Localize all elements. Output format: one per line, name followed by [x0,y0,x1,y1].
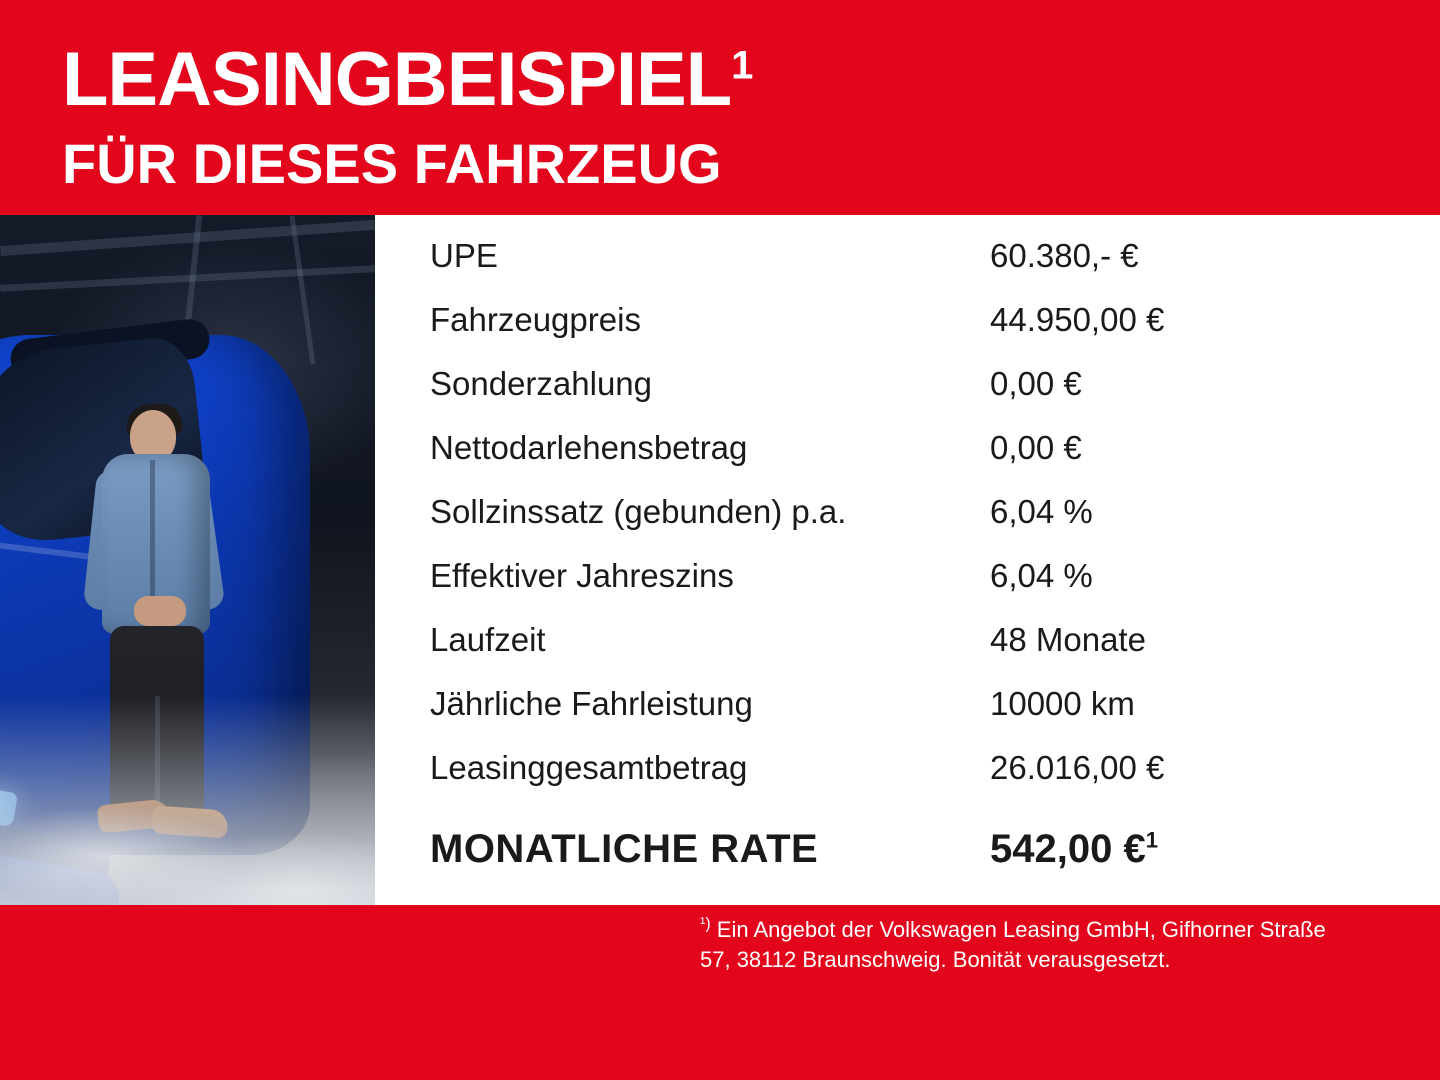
row-label: Leasinggesamtbetrag [430,749,748,786]
poster-title-secondary: FÜR DIESES FAHRZEUG [62,132,722,195]
poster-title-primary [62,37,753,122]
poster-content [0,215,1440,905]
table-row [430,301,1370,365]
table-row [430,749,1370,813]
row-label: Effektiver Jahreszins [430,557,734,594]
monthly-rate-label: MONATLICHE RATE [430,827,819,871]
poster-title-primary-text: LEASINGBEISPIEL [62,37,732,122]
row-value: 26.016,00 € [990,749,1165,786]
table-row [430,557,1370,621]
poster-title-superscript: 1 [731,43,753,88]
row-value: 0,00 € [990,429,1082,466]
row-label: Jährliche Fahrleistung [430,685,753,722]
row-value: 60.380,- € [990,237,1139,274]
row-label: Sonderzahlung [430,365,653,402]
table-row [430,621,1370,685]
monthly-rate-superscript: 1 [1145,827,1158,853]
row-label: Sollzinssatz (gebunden) p.a. [430,493,847,530]
vehicle-photo [0,215,375,905]
footnote-text: Ein Angebot der Volkswagen Leasing GmbH, Gifhorner Straße 57, 38112 Braunschweig. Bonität verausgesetzt. [700,917,1326,972]
monthly-rate-row [430,827,1370,903]
monthly-rate-amount: 542,00 € [990,827,1146,871]
table-row [430,685,1370,749]
row-label: Fahrzeugpreis [430,301,641,338]
table-row [430,429,1370,493]
row-label: Laufzeit [430,621,546,658]
leasing-details-table [430,237,1370,903]
footnote-marker: ¹) [700,915,711,933]
row-label: Nettodarlehensbetrag [430,429,748,466]
floor-fog [0,695,375,905]
row-value: 10000 km [990,685,1135,722]
person-hands [134,596,186,626]
poster-header [0,0,1440,215]
legal-footnote [700,915,1340,974]
leasing-details-panel [375,215,1440,905]
table-row [430,365,1370,429]
table-row [430,237,1370,301]
monthly-rate-value [990,827,1158,872]
row-value: 44.950,00 € [990,301,1165,338]
table-row [430,493,1370,557]
row-value: 0,00 € [990,365,1082,402]
row-label: UPE [430,237,498,274]
row-value: 6,04 % [990,557,1093,594]
row-value: 6,04 % [990,493,1093,530]
row-value: 48 Monate [990,621,1146,658]
